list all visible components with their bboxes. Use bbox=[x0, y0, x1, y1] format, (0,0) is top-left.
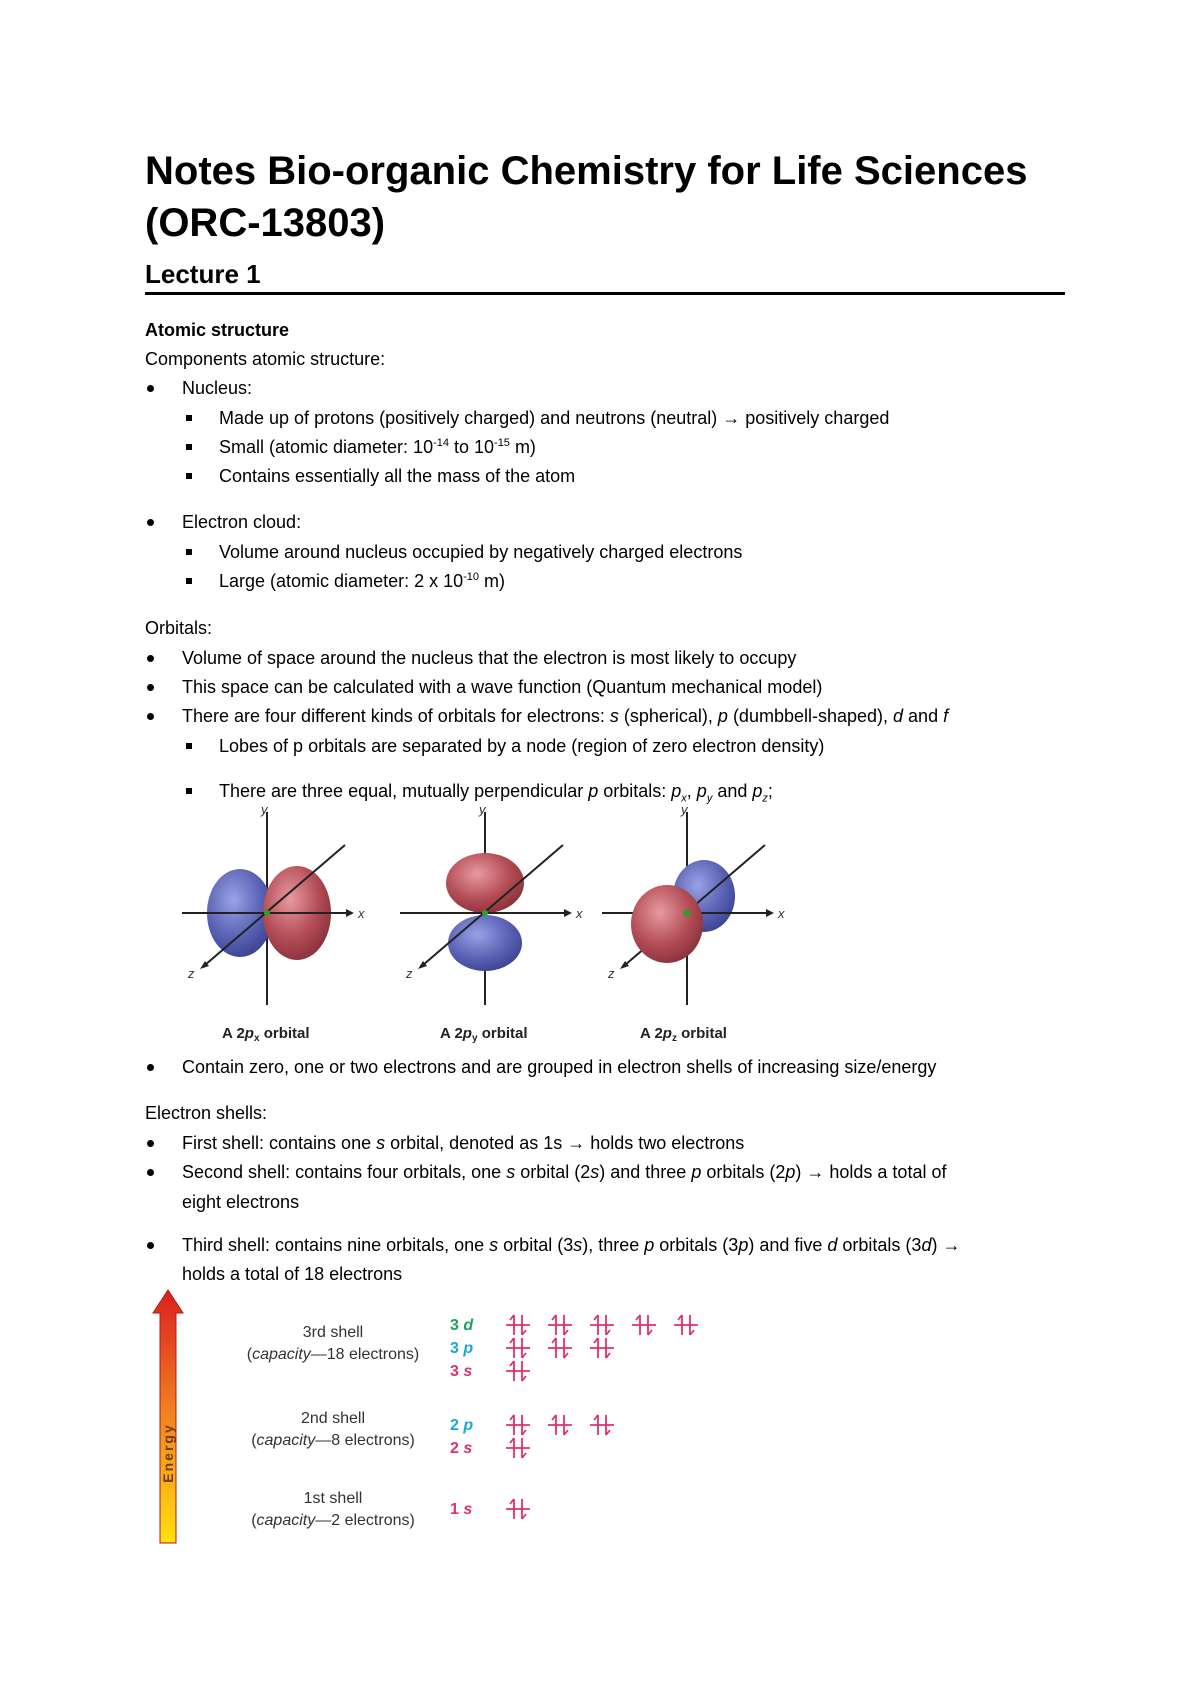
bullet bbox=[147, 713, 154, 720]
shell-bullet-third-cont: holds a total of 18 electrons bbox=[182, 1264, 403, 1284]
electron-pair bbox=[548, 1415, 572, 1435]
shell-bullet-second-cont: eight electrons bbox=[182, 1192, 300, 1212]
cloud-item-volume: Volume around nucleus occupied by negatively charged electrons bbox=[219, 542, 743, 562]
electron-pair bbox=[506, 1361, 530, 1381]
bullet bbox=[186, 444, 192, 450]
bullet bbox=[186, 473, 192, 479]
cloud-item-size: Large (atomic diameter: 2 x $10^{-10}$ m) bbox=[219, 571, 506, 591]
electron-pair bbox=[590, 1338, 614, 1358]
section-heading-atomic: Atomic structure bbox=[145, 320, 290, 340]
energy-arrow-shape bbox=[153, 1290, 183, 1543]
orbital-label-3d: 3 d bbox=[450, 1317, 474, 1334]
bullet bbox=[147, 1064, 154, 1071]
bullet bbox=[186, 743, 192, 749]
p-orbitals-figure bbox=[170, 800, 820, 1045]
orbital-label-2s: 2 s bbox=[450, 1440, 473, 1457]
y-axis-label: y bbox=[681, 802, 688, 817]
orbital-label-3p: 3 p bbox=[450, 1340, 474, 1357]
shell3-name: 3rd shell bbox=[302, 1324, 364, 1341]
bullet bbox=[147, 684, 154, 691]
electron-pair bbox=[506, 1338, 530, 1358]
bullet bbox=[147, 385, 154, 392]
shell-bullet-second: Second shell: contains four orbitals, one s orbital (2s) and three p orbitals (2p) → holds a total of bbox=[182, 1162, 947, 1182]
caption-pz: A $2p_z$ orbital bbox=[640, 1025, 727, 1044]
bullet bbox=[147, 1140, 154, 1147]
bullet bbox=[147, 519, 154, 526]
electron-pair bbox=[548, 1338, 572, 1358]
lecture-heading: Lecture 1 bbox=[145, 258, 1065, 295]
nucleus-label: Nucleus: bbox=[182, 378, 253, 398]
bullet bbox=[147, 655, 154, 662]
orbital-px bbox=[182, 802, 365, 1005]
lobe-positive bbox=[446, 853, 524, 913]
shell2-capacity: (capacity—8 electrons) bbox=[251, 1432, 415, 1449]
electron-pair bbox=[674, 1315, 698, 1335]
orbital-bullet-electrons: Contain zero, one or two electrons and are grouped in electron shells of increasing size/energy bbox=[182, 1057, 937, 1077]
caption-py: A $2p_y$ orbital bbox=[440, 1025, 528, 1044]
bullet bbox=[147, 1169, 154, 1176]
z-axis-label: z bbox=[188, 966, 195, 981]
electron-pair bbox=[590, 1415, 614, 1435]
electron-pair bbox=[590, 1315, 614, 1335]
electron-shells-figure bbox=[150, 1285, 790, 1560]
z-axis-label: z bbox=[406, 966, 413, 981]
nucleus-node bbox=[482, 910, 488, 916]
shell-bullet-first: First shell: contains one s orbital, denoted as 1s → holds two electrons bbox=[182, 1133, 745, 1153]
orbital-bullet-volume: Volume of space around the nucleus that the electron is most likely to occupy bbox=[182, 648, 797, 668]
x-axis-label: x bbox=[576, 906, 583, 921]
bullet bbox=[186, 788, 192, 794]
shell2-name: 2nd shell bbox=[300, 1410, 366, 1427]
orbital-rows bbox=[450, 1315, 698, 1519]
nucleus-node bbox=[684, 910, 691, 917]
shell3-capacity: (capacity—18 electrons) bbox=[246, 1346, 420, 1363]
bullet bbox=[186, 578, 192, 584]
energy-arrow bbox=[153, 1290, 183, 1543]
orbital-bullet-wavefunction: This space can be calculated with a wave function (Quantum mechanical model) bbox=[182, 677, 823, 697]
electron-pair bbox=[506, 1438, 530, 1458]
y-axis-label: y bbox=[261, 802, 268, 817]
cloud-label: Electron cloud: bbox=[182, 512, 302, 532]
nucleus-item-mass: Contains essentially all the mass of the atom bbox=[219, 466, 576, 486]
arrow-head bbox=[346, 909, 354, 917]
shell-bullet-third: Third shell: contains nine orbitals, one s orbital (3s), three p orbitals (3p) and five d orbitals (3d) → bbox=[182, 1235, 961, 1255]
bullet bbox=[147, 1242, 154, 1249]
bullet bbox=[186, 415, 192, 421]
electron-pair bbox=[506, 1499, 530, 1519]
x-axis-label: x bbox=[778, 906, 785, 921]
orbital-py bbox=[400, 802, 583, 1005]
z-axis-label: z bbox=[608, 966, 615, 981]
orbital-label-1s: 1 s bbox=[450, 1501, 473, 1518]
bullet bbox=[186, 549, 192, 555]
lobe-positive bbox=[631, 885, 703, 963]
electron-pair bbox=[632, 1315, 656, 1335]
arrow-head bbox=[564, 909, 572, 917]
atomic-intro: Components atomic structure: bbox=[145, 349, 386, 369]
section-heading-orbitals: Orbitals: bbox=[145, 618, 213, 638]
energy-label: Energy bbox=[160, 1423, 176, 1483]
lobe-negative bbox=[448, 915, 522, 971]
nucleus-item-size: Small (atomic diameter: $10^{-14}$ to $10^{-15}$ m) bbox=[219, 437, 536, 457]
electron-pair bbox=[506, 1415, 530, 1435]
electron-pair bbox=[506, 1315, 530, 1335]
y-axis-label: y bbox=[479, 802, 486, 817]
section-heading-shells: Electron shells: bbox=[145, 1103, 268, 1123]
orbital-sub-node: Lobes of p orbitals are separated by a node (region of zero electron density) bbox=[219, 736, 825, 756]
caption-px: A $2p_x$ orbital bbox=[222, 1025, 310, 1044]
nucleus-item-composition: Made up of protons (positively charged) and neutrons (neutral) → positively charged bbox=[219, 408, 890, 428]
shell1-name: 1st shell bbox=[303, 1490, 363, 1507]
orbital-label-2p: 2 p bbox=[450, 1417, 474, 1434]
orbital-pz bbox=[602, 802, 785, 1005]
x-axis-label: x bbox=[358, 906, 365, 921]
page-title: Notes Bio-organic Chemistry for Life Sciences (ORC-13803) bbox=[145, 149, 1028, 245]
orbital-label-3s: 3 s bbox=[450, 1363, 473, 1380]
orbital-bullet-kinds: There are four different kinds of orbitals for electrons: s (spherical), p (dumbbell-shaped), d and f bbox=[182, 706, 949, 726]
electron-pair bbox=[548, 1315, 572, 1335]
orbital-sub-three-p: There are three equal, mutually perpendicular p orbitals: $p_x$, $p_y$ and $p_z$; bbox=[219, 781, 773, 805]
nucleus-node bbox=[264, 910, 270, 916]
shell1-capacity: (capacity—2 electrons) bbox=[251, 1512, 415, 1529]
arrow-head bbox=[766, 909, 774, 917]
